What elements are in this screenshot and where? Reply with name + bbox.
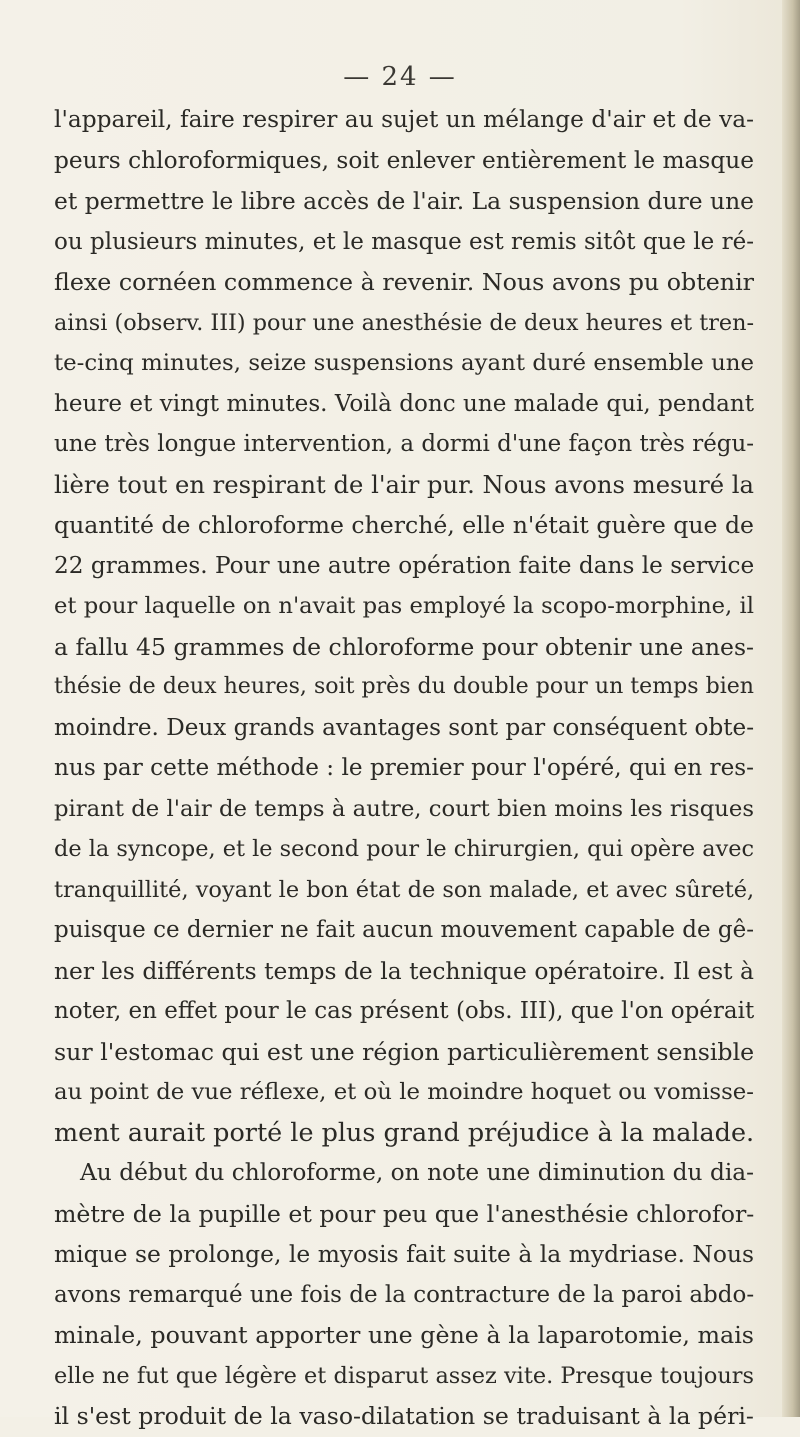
text-line: flexe cornéen commence à revenir. Nous avons pu obtenir [54,268,754,296]
text-line: peurs chloroformiques, soit enlever entièrement le masque [54,146,754,174]
text-line: nus par cette méthode : le premier pour l'opéré, qui en res- [54,755,754,781]
text-line: ner les différents temps de la technique opératoire. Il est à [54,956,754,985]
text-line: pirant de l'air de temps à autre, court bien moins les risques [54,795,754,822]
text-line: te-cinq minutes, seize suspensions ayant duré ensemble une [54,350,754,376]
page-edge [782,0,800,1417]
text-line: il s'est produit de la vaso-dilatation se traduisant à la péri- [54,1402,754,1430]
text-line: moindre. Deux grands avantages sont par conséquent obte- [54,714,754,741]
text-line: Au début du chloroforme, on note une diminution du dia- [80,1159,754,1186]
text-line: l'appareil, faire respirer au sujet un mélange d'air et de va- [54,106,754,133]
text-line: thésie de deux heures, soit près du double pour un temps bien [54,674,754,699]
text-line: ment aurait porté le plus grand préjudice à la malade. [54,1117,755,1148]
text-line: heure et vingt minutes. Voilà donc une malade qui, pendant [54,390,754,417]
text-line: une très longue intervention, a dormi d'une façon très régu- [54,431,754,457]
text-line: puisque ce dernier ne fait aucun mouvement capable de gê- [54,917,754,943]
text-line: de la syncope, et le second pour le chirurgien, qui opère avec [54,836,754,862]
text-line: minale, pouvant apporter une gène à la laparotomie, mais [54,1321,754,1349]
text-line: avons remarqué une fois de la contracture de la paroi abdo- [54,1281,755,1308]
text-line: et pour laquelle on n'avait pas employé la scopo-morphine, il [54,593,754,619]
text-line: et permettre le libre accès de l'air. La suspension dure une [54,187,754,215]
text-line: ou plusieurs minutes, et le masque est remis sitôt que le ré- [54,228,754,255]
text-line: ainsi (observ. III) pour une anesthésie de deux heures et tren- [54,309,754,336]
text-line: tranquillité, voyant le bon état de son malade, et avec sûreté, [54,876,755,903]
text-line: sur l'estomac qui est une région particulièrement sensible [54,1037,755,1066]
text-line: elle ne fut que légère et disparut assez vite. Presque toujours [54,1362,754,1389]
text-line: a fallu 45 grammes de chloroforme pour obtenir une anes- [54,632,754,661]
text-line: noter, en effet pour le cas présent (obs. III), que l'on opérait [54,998,755,1024]
text-line: 22 grammes. Pour une autre opération faite dans le service [54,551,755,579]
page-text [54,100,754,1437]
text-line: lière tout en respirant de l'air pur. Nous avons mesuré la [54,469,754,499]
text-line: mique se prolonge, le myosis fait suite à la mydriase. Nous [54,1240,754,1268]
page-number: — 24 — [343,62,457,92]
text-line: mètre de la pupille et pour peu que l'anesthésie chlorofor- [54,1199,755,1228]
text-line: quantité de chloroforme cherché, elle n'était guère que de [54,511,754,539]
text-line: au point de vue réflexe, et où le moindre hoquet ou vomisse- [54,1079,754,1105]
